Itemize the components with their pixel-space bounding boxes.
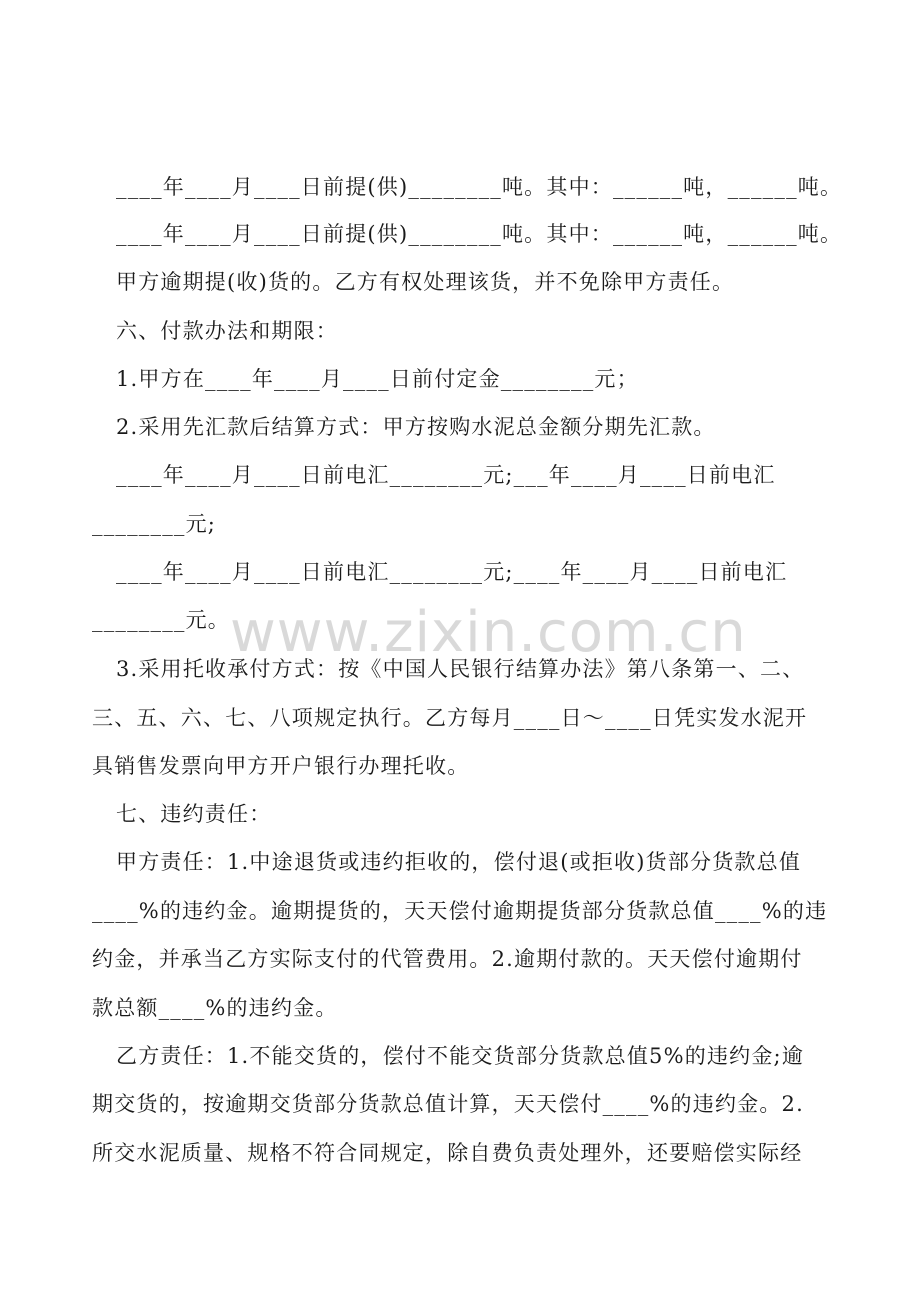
collection-clause-line-1: 3.采用托收承付方式：按《中国人民银行结算办法》第八条第一、二、 <box>116 657 805 681</box>
party-a-liability-line-1: 甲方责任：1.中途退货或违约拒收的，偿付退(或拒收)货部分货款总值 <box>116 850 802 874</box>
watermark: www.zixin.com.cn <box>230 600 747 665</box>
party-a-liability-line-3: 约金，并承当乙方实际支付的代管费用。2.逾期付款的。天天偿付逾期付 <box>92 947 803 971</box>
party-b-liability-line-1: 乙方责任：1.不能交货的，偿付不能交货部分货款总值5%的违约金;逾 <box>116 1044 805 1068</box>
delivery-schedule-line-1: ____年____月____日前提(供)________吨。其中：______吨，______吨。 <box>116 175 843 199</box>
wire-schedule-line-2: ____年____月____日前电汇________元;____年____月____日前电汇 <box>116 560 788 584</box>
party-a-liability-line-2: ____%的违约金。逾期提货的，天天偿付逾期提货部分货款总值____%的违 <box>92 899 828 923</box>
prepayment-clause: 2.采用先汇款后结算方式：甲方按购水泥总金额分期先汇款。 <box>116 415 716 439</box>
wire-schedule-line-1-cont: ________元; <box>92 512 217 536</box>
party-b-liability-line-3: 所交水泥质量、规格不符合同规定，除自费负责处理外，还要赔偿实际经 <box>92 1141 803 1165</box>
delivery-schedule-line-2: ____年____月____日前提(供)________吨。其中：______吨，______吨。 <box>116 222 843 246</box>
collection-clause-line-3: 具销售发票向甲方开户银行办理托收。 <box>92 754 470 778</box>
collection-clause-line-2: 三、五、六、七、八项规定执行。乙方每月____日～____日凭实发水泥开 <box>92 706 808 730</box>
deposit-clause: 1.甲方在____年____月____日前付定金________元； <box>116 367 639 391</box>
late-pickup-clause: 甲方逾期提(收)货的。乙方有权处理该货，并不免除甲方责任。 <box>116 270 735 294</box>
wire-schedule-line-1: ____年____月____日前电汇________元;___年____月____日前电汇 <box>116 463 776 487</box>
party-a-liability-line-4: 款总额____%的违约金。 <box>92 996 338 1020</box>
party-b-liability-line-2: 期交货的，按逾期交货部分货款总值计算，天天偿付____%的违约金。2. <box>92 1092 804 1116</box>
section-six-heading: 六、付款办法和期限： <box>116 319 338 343</box>
section-seven-heading: 七、违约责任： <box>116 802 272 826</box>
wire-schedule-line-2-cont: ________元。 <box>92 608 230 632</box>
